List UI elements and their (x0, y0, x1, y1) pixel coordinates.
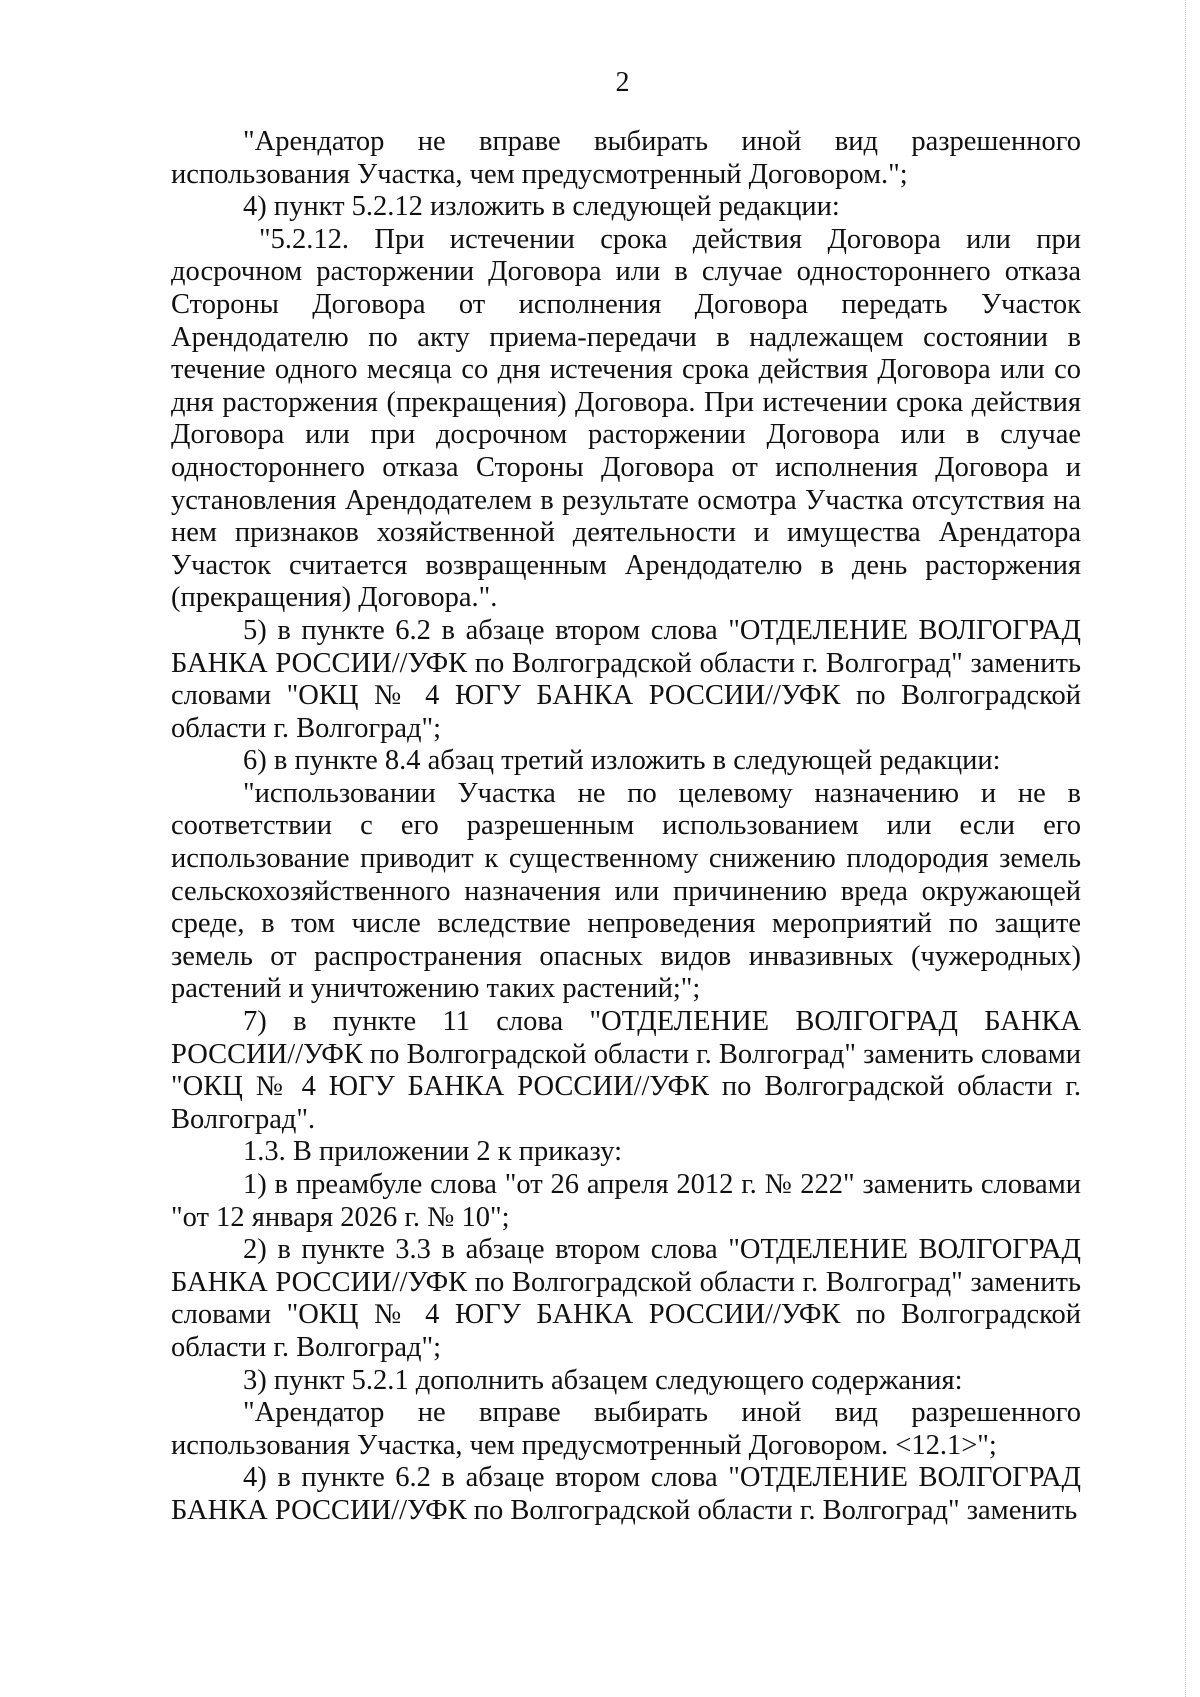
paragraph: "Арендатор не вправе выбирать иной вид разрешенного использования Участка, чем предусмотренный Договором."; (171, 126, 1081, 190)
paragraph: 1) в преамбуле слова "от 26 апреля 2012 г. № 222" заменить словами "от 12 января 2026 г. № 10"; (171, 1169, 1081, 1233)
scan-edge-line (1184, 0, 1186, 1697)
paragraph: 7) в пункте 11 слова "ОТДЕЛЕНИЕ ВОЛГОГРАД БАНКА РОССИИ//УФК по Волгоградской области г. Волгоград" заменить словами "ОКЦ № 4 ЮГУ БАНКА РОССИИ//УФК по Волгоградской области г. Волгоград". (171, 1006, 1081, 1135)
paragraph: 6) в пункте 8.4 абзац третий изложить в следующей редакции: (243, 745, 1001, 777)
paragraph: 2) в пункте 3.3 в абзаце втором слова "ОТДЕЛЕНИЕ ВОЛГОГРАД БАНКА РОССИИ//УФК по Волгоградской области г. Волгоград" заменить словами "ОКЦ № 4 ЮГУ БАНКА РОССИИ//УФК по Волгоградской области г. Волгоград"; (171, 1234, 1081, 1363)
document-body (171, 126, 1081, 1528)
paragraph: 3) пункт 5.2.1 дополнить абзацем следующего содержания: (243, 1364, 963, 1396)
paragraph: "Арендатор не вправе выбирать иной вид разрешенного использования Участка, чем предусмотренный Договором. <12.1>"; (171, 1397, 1081, 1461)
paragraph: "использовании Участка не по целевому назначению и не в соответствии с его разрешенным использованием или если его использование приводит к существенному снижению плодородия земель сельскохозяйственного назначения или причинению вреда окружающей среде, в том числе вследствие непроведения мероприятий по защите земель от распространения опасных видов инвазивных (чужеродных) растений и уничтожению таких растений;"; (171, 777, 1081, 1005)
paragraph: "5.2.12. При истечении срока действия Договора или при досрочном расторжении Договора или в случае одностороннего отказа Стороны Договора от исполнения Договора передать Участок Арендодателю по акту приема-передачи в надлежащем состоянии в течение одного месяца со дня истечения срока действия Договора или со дня расторжения (прекращения) Договора. При истечении срока действия Договора или при досрочном расторжении Договора или в случае одностороннего отказа Стороны Договора от исполнения Договора и установления Арендодателем в результате осмотра Участка отсутствия на нем признаков хозяйственной деятельности и имущества Арендатора Участок считается возвращенным Арендодателю в день расторжения (прекращения) Договора.". (171, 223, 1081, 614)
paragraph: 4) пункт 5.2.12 изложить в следующей редакции: (243, 191, 840, 223)
paragraph: 5) в пункте 6.2 в абзаце втором слова "ОТДЕЛЕНИЕ ВОЛГОГРАД БАНКА РОССИИ//УФК по Волгоградской области г. Волгоград" заменить словами "ОКЦ № 4 ЮГУ БАНКА РОССИИ//УФК по Волгоградской области г. Волгоград"; (171, 614, 1081, 744)
paragraph: 1.3. В приложении 2 к приказу: (243, 1136, 622, 1168)
paragraph: 4) в пункте 6.2 в абзаце втором слова "ОТДЕЛЕНИЕ ВОЛГОГРАД БАНКА РОССИИ//УФК по Волгоградской области г. Волгоград" заменить (171, 1462, 1081, 1526)
page-number: 2 (615, 67, 630, 98)
